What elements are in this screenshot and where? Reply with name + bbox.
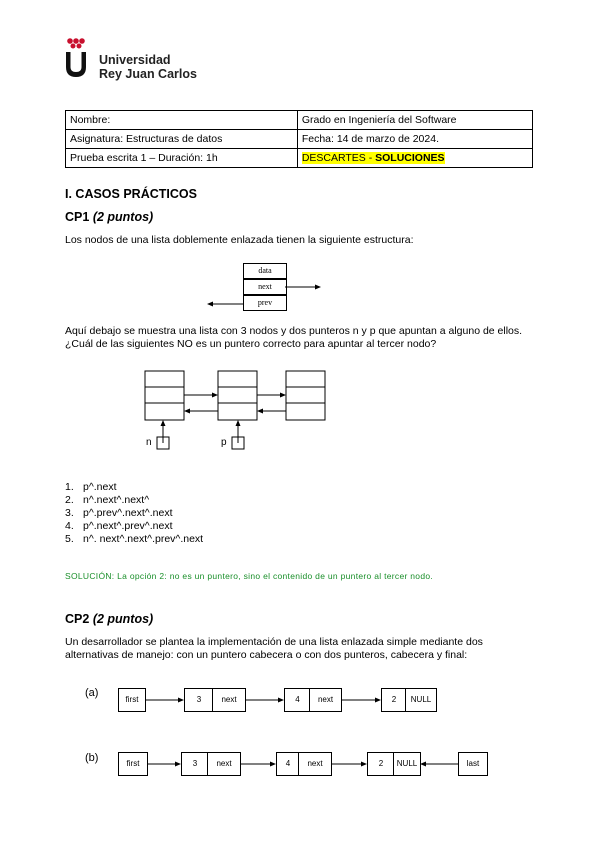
head-pointer-box: first	[118, 688, 146, 712]
diagram-b-label: (b)	[85, 752, 99, 764]
list-item	[65, 507, 203, 520]
node-value: 3	[181, 752, 209, 776]
pointer-p-label: p	[221, 437, 227, 448]
cp2-intro: Un desarrollador se plantea la implementación de una lista enlazada simple mediante dos alternativas de manejo: con un puntero cabecera o con dos punteros, cabecera y final:	[65, 636, 483, 661]
university-name-line2: Rey Juan Carlos	[99, 67, 197, 81]
cp1-solution: SOLUCIÓN: La opción 2: no es un puntero, sino el contenido de un puntero al tercer nodo.	[65, 571, 434, 581]
table-cell: Asignatura: Estructuras de datos	[66, 130, 298, 149]
option-text: n^. next^.next^.prev^.next	[83, 533, 204, 545]
pointer-n-label: n	[146, 437, 152, 448]
node-next: next	[212, 688, 246, 712]
option-text: p^.next^.prev^.next	[83, 520, 173, 532]
section-title: I. CASOS PRÁCTICOS	[65, 187, 197, 201]
option-number: 1.	[65, 481, 74, 493]
list-item	[65, 481, 203, 494]
table-cell: Grado en Ingeniería del Software	[297, 111, 532, 130]
highlight-prefix: DESCARTES -	[301, 152, 376, 164]
node-next: next	[309, 688, 342, 712]
head-pointer-box: first	[118, 752, 148, 776]
node-value: 3	[184, 688, 214, 712]
node-value: 4	[284, 688, 311, 712]
node-value: 4	[276, 752, 300, 776]
list-item	[65, 520, 203, 533]
cp1-question: Aquí debajo se muestra una lista con 3 nodos y dos punteros n y p que apuntan a alguno de ellos. ¿Cuál de las siguientes NO es un puntero correcto para apuntar al tercer nodo?	[65, 325, 523, 350]
node-field-prev: prev	[243, 295, 287, 311]
node-next: next	[207, 752, 241, 776]
option-text: n^.next^.next^	[83, 494, 150, 506]
diagram-a-label: (a)	[85, 687, 99, 699]
node-value: 2	[367, 752, 395, 776]
cp1-options-list	[65, 481, 203, 546]
highlight-bold: SOLUCIONES	[375, 152, 445, 164]
cp2-title-text: CP2	[65, 612, 90, 626]
list-item	[65, 494, 203, 507]
cp2-points: (2 puntos)	[92, 612, 154, 626]
option-number: 4.	[65, 520, 74, 532]
university-name-line1: Universidad	[99, 53, 171, 67]
table-cell: Fecha: 14 de marzo de 2024.	[297, 130, 532, 149]
option-number: 2.	[65, 494, 74, 506]
cp1-points: (2 puntos)	[92, 210, 154, 224]
option-number: 3.	[65, 507, 74, 519]
node-null: NULL	[405, 688, 437, 712]
node-next: next	[298, 752, 332, 776]
option-number: 5.	[65, 533, 74, 545]
cp2-title	[65, 612, 153, 626]
option-text: p^.next	[83, 481, 117, 493]
node-field-next: next	[243, 279, 287, 295]
cp1-intro: Los nodos de una lista doblemente enlazada tienen la siguiente estructura:	[65, 234, 414, 246]
option-text: p^.prev^.next^.next	[83, 507, 173, 519]
tail-pointer-box: last	[458, 752, 488, 776]
node-field-data: data	[243, 263, 287, 279]
table-cell: Prueba escrita 1 – Duración: 1h	[66, 149, 298, 168]
node-value: 2	[381, 688, 407, 712]
list-item	[65, 533, 203, 546]
node-null: NULL	[393, 752, 421, 776]
cp1-title-text: CP1	[65, 210, 90, 224]
table-cell: Nombre:	[66, 111, 298, 130]
